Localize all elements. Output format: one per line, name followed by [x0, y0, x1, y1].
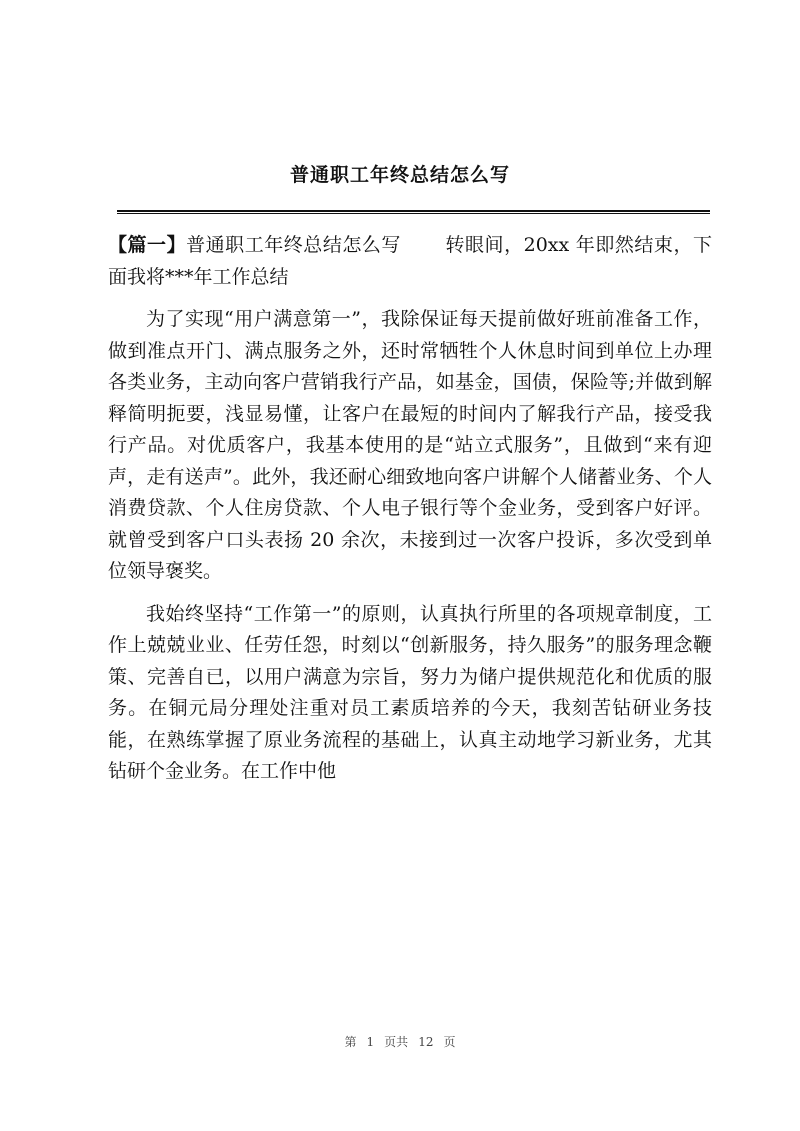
section-heading-bracket: 【篇一】 — [108, 234, 187, 256]
title-divider — [117, 210, 710, 214]
intro-paragraph — [108, 230, 712, 293]
page-footer — [0, 1033, 800, 1050]
document-body — [108, 230, 712, 799]
intro-lead-text: 转眼间，20xx 年即然结束，下面我将***年工作总结 — [108, 234, 712, 288]
footer-current-page: 1 — [366, 1035, 375, 1049]
footer-prefix: 第 — [344, 1035, 357, 1049]
footer-suffix: 页 — [443, 1035, 456, 1049]
section-heading-text: 普通职工年终总结怎么写 — [186, 234, 401, 256]
footer-total-pages: 12 — [418, 1035, 434, 1049]
footer-middle: 页共 — [384, 1035, 409, 1049]
body-paragraph-2: 我始终坚持“工作第一”的原则，认真执行所里的各项规章制度，工作上兢兢业业、任劳任怨，时刻以“创新服务，持久服务”的服务理念鞭策、完善自已，以用户满意为宗旨，努力为储户提供规范化和优质的服务。在铜元局分理处注重对员工素质培养的今天，我刻苦钻研业务技能，在熟练掌握了原业务流程的基础上，认真主动地学习新业务，尤其钻研个金业务。在工作中他 — [108, 602, 712, 782]
body-paragraph-1: 为了实现“用户满意第一”，我除保证每天提前做好班前准备工作，做到准点开门、满点服务之外，还时常牺牲个人休息时间到单位上办理各类业务，主动向客户营销我行产品，如基金，国债，保险等;并做到解释简明扼要，浅显易懂，让客户在最短的时间内了解我行产品，接受我行产品。对优质客户，我基本使用的是“站立式服务”，且做到“来有迎声，走有送声”。此外，我还耐心细致地向客户讲解个人储蓄业务、个人消费贷款、个人住房贷款、个人电子银行等个金业务，受到客户好评。就曾受到客户口头表扬 20 余次，未接到过一次客户投诉，多次受到单位领导褒奖。 — [108, 308, 712, 582]
document-title: 普通职工年终总结怎么写 — [289, 164, 510, 186]
